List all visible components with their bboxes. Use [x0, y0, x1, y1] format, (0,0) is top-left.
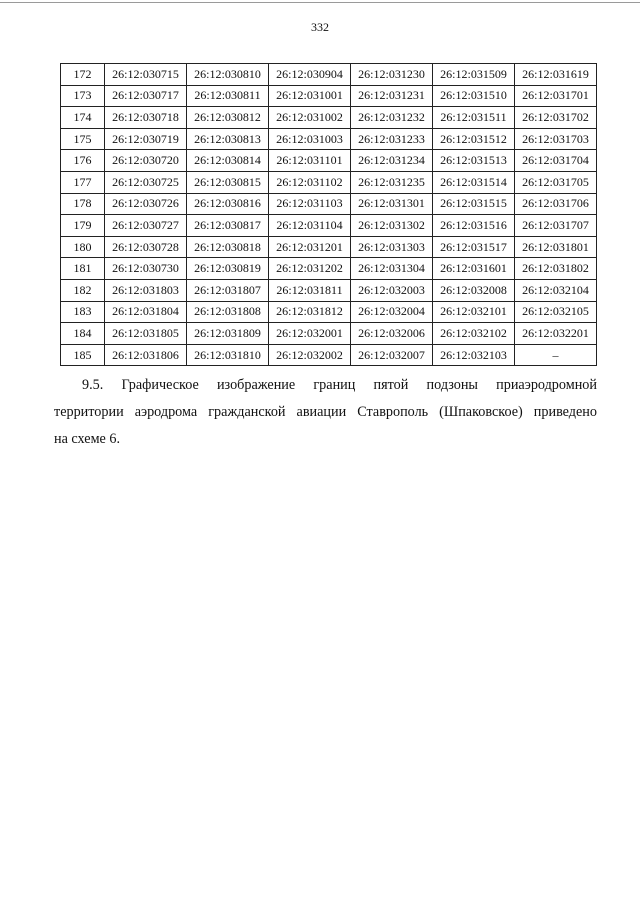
cadastral-number-cell: 26:12:031301 — [351, 193, 433, 215]
cadastral-number-cell: 26:12:032102 — [433, 323, 515, 345]
page-number: 332 — [311, 20, 329, 34]
cadastral-number-cell: 26:12:031804 — [105, 301, 187, 323]
cadastral-number-cell: 26:12:031810 — [187, 344, 269, 366]
cadastral-number-cell: 26:12:032001 — [269, 323, 351, 345]
cadastral-number-cell: 26:12:032004 — [351, 301, 433, 323]
cadastral-number-cell: 26:12:030904 — [269, 64, 351, 86]
cadastral-number-cell: 26:12:031231 — [351, 85, 433, 107]
row-number-cell: 178 — [61, 193, 105, 215]
cadastral-number-cell: 26:12:031302 — [351, 215, 433, 237]
table-row — [61, 236, 597, 258]
cadastral-number-cell: 26:12:030812 — [187, 107, 269, 129]
cadastral-number-cell: 26:12:031704 — [515, 150, 597, 172]
cadastral-number-cell: 26:12:032002 — [269, 344, 351, 366]
cadastral-number-cell: 26:12:031003 — [269, 128, 351, 150]
cadastral-number-cell: 26:12:031601 — [433, 258, 515, 280]
cadastral-number-cell: 26:12:031002 — [269, 107, 351, 129]
cadastral-number-cell: 26:12:030818 — [187, 236, 269, 258]
cadastral-number-cell: 26:12:031803 — [105, 279, 187, 301]
cadastral-number-cell: 26:12:031230 — [351, 64, 433, 86]
row-number-cell: 185 — [61, 344, 105, 366]
cadastral-number-cell: 26:12:032007 — [351, 344, 433, 366]
table-body — [61, 64, 597, 366]
row-number-cell: 180 — [61, 236, 105, 258]
row-number-cell: 184 — [61, 323, 105, 345]
cadastral-number-cell: 26:12:030811 — [187, 85, 269, 107]
table-row — [61, 344, 597, 366]
cadastral-number-cell: 26:12:031707 — [515, 215, 597, 237]
cadastral-number-cell: 26:12:031103 — [269, 193, 351, 215]
cadastral-number-cell: 26:12:031514 — [433, 171, 515, 193]
cadastral-number-cell: 26:12:030727 — [105, 215, 187, 237]
table-row — [61, 150, 597, 172]
table-row — [61, 301, 597, 323]
cadastral-number-cell: 26:12:032105 — [515, 301, 597, 323]
cadastral-number-cell: 26:12:031702 — [515, 107, 597, 129]
cadastral-number-cell: 26:12:031512 — [433, 128, 515, 150]
row-number-cell: 177 — [61, 171, 105, 193]
cadastral-number-cell: 26:12:030725 — [105, 171, 187, 193]
cadastral-number-cell: 26:12:031001 — [269, 85, 351, 107]
table-row — [61, 258, 597, 280]
cadastral-number-cell: 26:12:031806 — [105, 344, 187, 366]
table-row — [61, 85, 597, 107]
row-number-cell: 183 — [61, 301, 105, 323]
cadastral-number-cell: 26:12:030717 — [105, 85, 187, 107]
cadastral-number-cell: 26:12:031516 — [433, 215, 515, 237]
cadastral-number-cell: 26:12:031808 — [187, 301, 269, 323]
cadastral-number-cell: 26:12:030815 — [187, 171, 269, 193]
cadastral-number-cell: 26:12:031510 — [433, 85, 515, 107]
row-number-cell: 174 — [61, 107, 105, 129]
table-row — [61, 128, 597, 150]
cadastral-number-cell: 26:12:030730 — [105, 258, 187, 280]
cadastral-number-cell: 26:12:032003 — [351, 279, 433, 301]
cadastral-number-cell: 26:12:030810 — [187, 64, 269, 86]
cadastral-number-cell: 26:12:030816 — [187, 193, 269, 215]
cadastral-number-cell: 26:12:031234 — [351, 150, 433, 172]
section-paragraph — [54, 372, 597, 453]
cadastral-number-cell: 26:12:031102 — [269, 171, 351, 193]
cadastral-number-cell: 26:12:030817 — [187, 215, 269, 237]
cadastral-number-cell: 26:12:031802 — [515, 258, 597, 280]
cadastral-number-cell: 26:12:030720 — [105, 150, 187, 172]
row-number-cell: 179 — [61, 215, 105, 237]
cadastral-number-cell: 26:12:031811 — [269, 279, 351, 301]
cadastral-number-cell: 26:12:031515 — [433, 193, 515, 215]
cadastral-number-cell: 26:12:031513 — [433, 150, 515, 172]
cadastral-number-cell: 26:12:030715 — [105, 64, 187, 86]
cadastral-number-cell: 26:12:030728 — [105, 236, 187, 258]
cadastral-number-cell: 26:12:031202 — [269, 258, 351, 280]
cadastral-number-cell: 26:12:030718 — [105, 107, 187, 129]
cadastral-number-cell: 26:12:031235 — [351, 171, 433, 193]
cadastral-number-cell: 26:12:031703 — [515, 128, 597, 150]
row-number-cell: 173 — [61, 85, 105, 107]
cadastral-number-cell: 26:12:031511 — [433, 107, 515, 129]
cadastral-number-cell: 26:12:031807 — [187, 279, 269, 301]
cadastral-number-cell: 26:12:031304 — [351, 258, 433, 280]
cadastral-number-cell: 26:12:031701 — [515, 85, 597, 107]
cadastral-number-cell: 26:12:031101 — [269, 150, 351, 172]
cadastral-number-cell: 26:12:031232 — [351, 107, 433, 129]
cadastral-number-cell: 26:12:032006 — [351, 323, 433, 345]
cadastral-number-cell: 26:12:031619 — [515, 64, 597, 86]
row-number-cell: 175 — [61, 128, 105, 150]
cadastral-number-cell: 26:12:031801 — [515, 236, 597, 258]
top-rule — [0, 2, 640, 3]
paragraph-line-3: на схеме 6. — [54, 431, 121, 447]
cadastral-number-cell: 26:12:031812 — [269, 301, 351, 323]
cadastral-number-cell: 26:12:031705 — [515, 171, 597, 193]
cadastral-number-cell: 26:12:032104 — [515, 279, 597, 301]
table-row — [61, 107, 597, 129]
cadastral-number-cell: 26:12:030813 — [187, 128, 269, 150]
cadastral-number-cell: – — [515, 344, 597, 366]
table-row — [61, 193, 597, 215]
row-number-cell: 182 — [61, 279, 105, 301]
table-row — [61, 279, 597, 301]
cadastral-number-cell: 26:12:030726 — [105, 193, 187, 215]
table-row — [61, 171, 597, 193]
table-row — [61, 323, 597, 345]
cadastral-number-cell: 26:12:032101 — [433, 301, 515, 323]
cadastral-number-cell: 26:12:031201 — [269, 236, 351, 258]
cadastral-number-cell: 26:12:031706 — [515, 193, 597, 215]
cadastral-number-cell: 26:12:031517 — [433, 236, 515, 258]
cadastral-number-cell: 26:12:031509 — [433, 64, 515, 86]
cadastral-number-cell: 26:12:030719 — [105, 128, 187, 150]
row-number-cell: 172 — [61, 64, 105, 86]
cadastral-number-cell: 26:12:031104 — [269, 215, 351, 237]
cadastral-number-cell: 26:12:032008 — [433, 279, 515, 301]
cadastral-number-cell: 26:12:032201 — [515, 323, 597, 345]
row-number-cell: 181 — [61, 258, 105, 280]
table-row — [61, 215, 597, 237]
cadastral-number-cell: 26:12:031233 — [351, 128, 433, 150]
cadastral-number-cell: 26:12:030819 — [187, 258, 269, 280]
cadastral-table — [60, 63, 597, 366]
paragraph-line-1: 9.5. Графическое изображение границ пятой подзоны приаэродромной — [82, 377, 597, 393]
cadastral-number-cell: 26:12:031805 — [105, 323, 187, 345]
row-number-cell: 176 — [61, 150, 105, 172]
cadastral-number-cell: 26:12:031809 — [187, 323, 269, 345]
cadastral-number-cell: 26:12:032103 — [433, 344, 515, 366]
paragraph-line-2: территории аэродрома гражданской авиации Ставрополь (Шпаковское) приведено — [54, 404, 597, 420]
cadastral-number-cell: 26:12:030814 — [187, 150, 269, 172]
cadastral-number-cell: 26:12:031303 — [351, 236, 433, 258]
table-row — [61, 64, 597, 86]
